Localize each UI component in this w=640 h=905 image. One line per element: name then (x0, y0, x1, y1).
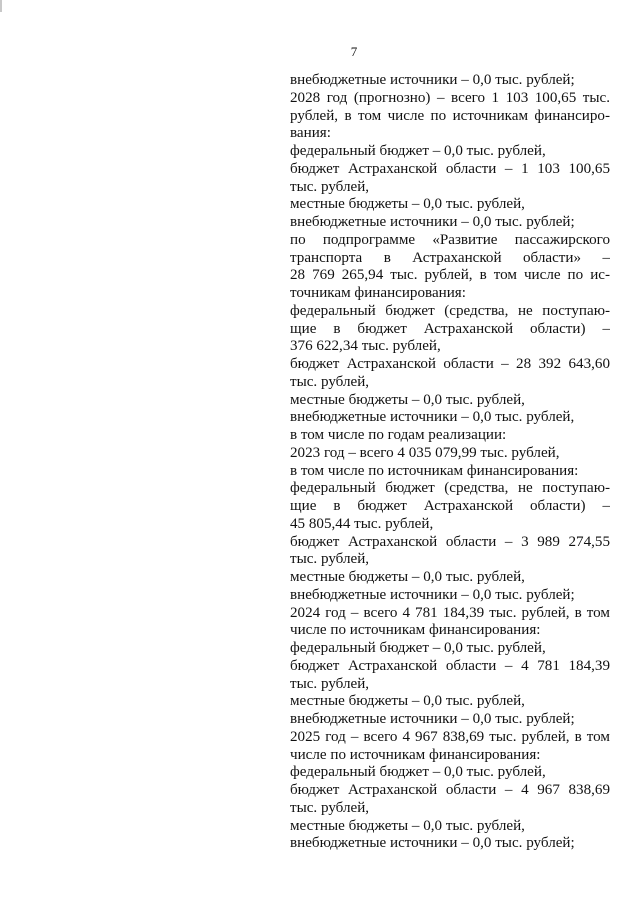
document-line: 45 805,44 тыс. рублей, (290, 515, 434, 532)
document-line: тыс. рублей, (290, 675, 370, 692)
document-line: местные бюджеты – 0,0 тыс. рублей, (290, 817, 525, 834)
document-line: 2025 год – всего 4 967 838,69 тыс. рублей, в том (290, 728, 610, 745)
document-line: бюджет Астраханской области – 3 989 274,55 (290, 533, 610, 550)
document-line: внебюджетные источники – 0,0 тыс. рублей; (290, 711, 575, 727)
document-line: в том числе по источникам финансирования: (290, 462, 579, 479)
page-number: 7 (350, 44, 358, 59)
document-line: 2024 год – всего 4 781 184,39 тыс. рублей, в том (290, 604, 610, 621)
document-line: щие в бюджет Астраханской области) – (290, 498, 610, 514)
document-line: точникам финансирования: (290, 285, 466, 301)
document-line: тыс. рублей, (290, 178, 370, 195)
document-line: федеральный бюджет – 0,0 тыс. рублей, (290, 143, 546, 159)
document-line: бюджет Астраханской области – 28 392 643,60 (290, 356, 610, 372)
document-line: транспорта в Астраханской области» – (290, 249, 610, 266)
document-line: местные бюджеты – 0,0 тыс. рублей, (290, 569, 525, 585)
document-line: федеральный бюджет – 0,0 тыс. рублей, (290, 764, 546, 781)
document-line: внебюджетные источники – 0,0 тыс. рублей; (290, 214, 575, 230)
document-line: внебюджетные источники – 0,0 тыс. рублей; (290, 835, 575, 852)
document-line: бюджет Астраханской области – 1 103 100,65 (290, 160, 610, 177)
document-line: федеральный бюджет (средства, не поступаю- (290, 302, 610, 319)
document-line: 28 769 265,94 тыс. рублей, в том числе по ис- (290, 267, 610, 284)
document-line: вания: (290, 125, 331, 142)
document-line: тыс. рублей, (290, 799, 370, 816)
document-line: тыс. рублей, (290, 551, 370, 568)
document-line: в том числе по годам реализации: (290, 427, 507, 443)
document-line: тыс. рублей, (290, 373, 370, 390)
document-line: бюджет Астраханской области – 4 781 184,39 (290, 657, 610, 674)
document-text-column (290, 72, 610, 853)
document-line: 376 622,34 тыс. рублей, (290, 338, 441, 355)
document-line: федеральный бюджет (средства, не поступаю- (290, 480, 610, 497)
document-line: числе по источникам финансирования: (290, 746, 541, 763)
document-line: местные бюджеты – 0,0 тыс. рублей, (290, 391, 525, 408)
document-line: щие в бюджет Астраханской области) – (290, 320, 610, 337)
document-line: местные бюджеты – 0,0 тыс. рублей, (290, 693, 525, 710)
document-line: по подпрограмме «Развитие пассажирского (290, 231, 610, 248)
document-line: федеральный бюджет – 0,0 тыс. рублей, (290, 640, 546, 656)
document-line: 2028 год (прогнозно) – всего 1 103 100,65 тыс. (290, 89, 610, 106)
document-line: бюджет Астраханской области – 4 967 838,69 (290, 782, 610, 798)
document-line: внебюджетные источники – 0,0 тыс. рублей; (290, 586, 575, 603)
document-line: местные бюджеты – 0,0 тыс. рублей, (290, 196, 525, 213)
document-line: 2023 год – всего 4 035 079,99 тыс. рублей, (290, 444, 560, 461)
document-line: числе по источникам финансирования: (290, 622, 541, 639)
document-line: рублей, в том числе по источникам финансиро- (290, 107, 610, 124)
document-line: внебюджетные источники – 0,0 тыс. рублей; (290, 72, 575, 88)
document-line: внебюджетные источники – 0,0 тыс. рублей, (290, 409, 575, 426)
scan-edge-mark (0, 0, 2, 12)
